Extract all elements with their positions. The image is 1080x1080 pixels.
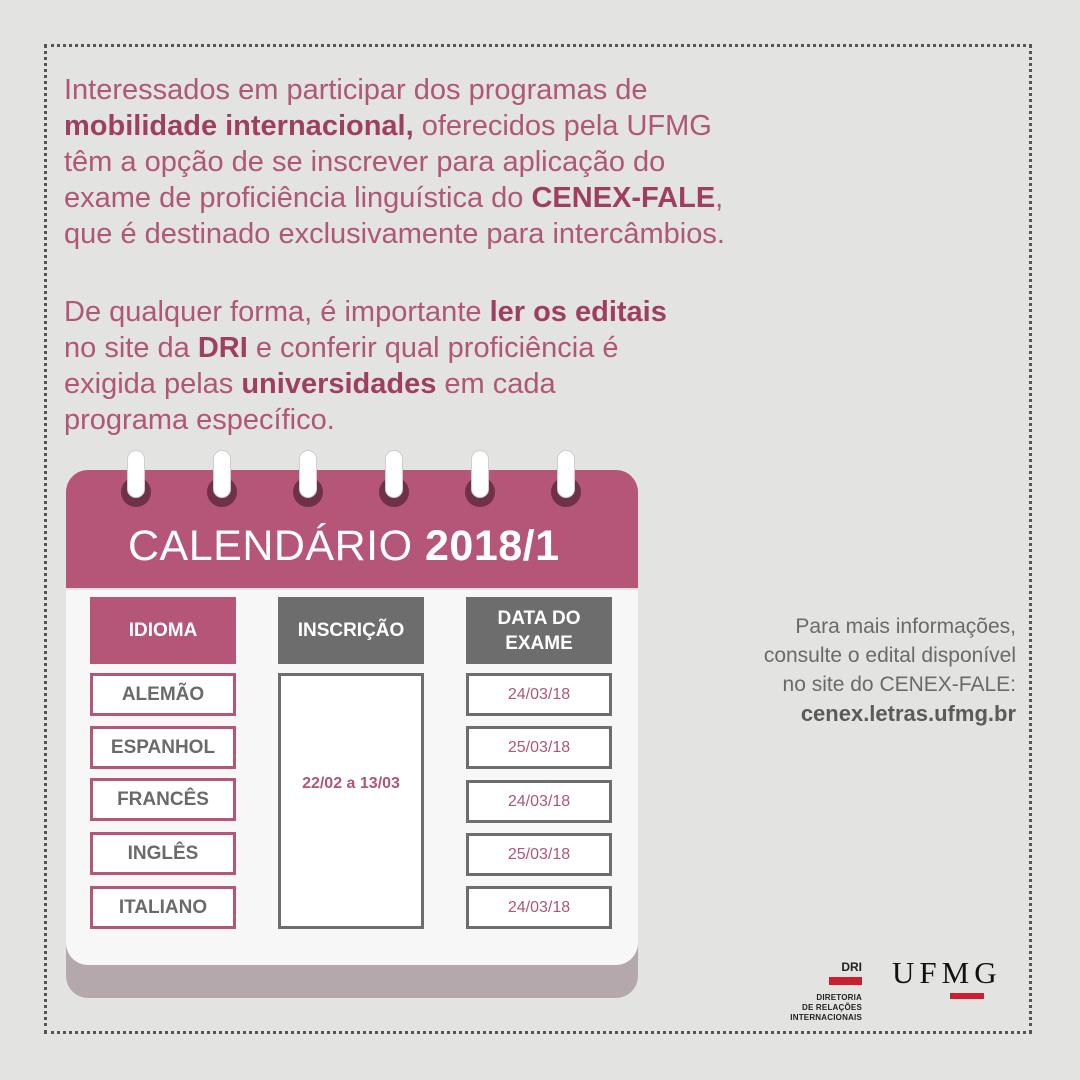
intro-line-4	[64, 180, 725, 216]
binder-ring-icon	[471, 450, 489, 498]
intro-line-2	[64, 108, 725, 144]
notice-line-1-start: De qualquer forma, é importante	[64, 296, 490, 328]
notice-line-2-end: e conferir qual proficiência é	[247, 332, 619, 364]
intro-emphasis-cenex: CENEX-FALE	[531, 182, 716, 214]
intro-paragraph	[64, 72, 725, 252]
calendar-title-year: 2018/1	[425, 522, 560, 570]
notice-line-2	[64, 330, 667, 366]
exam-date-cell: 25/03/18	[466, 726, 612, 769]
notice-line-3	[64, 366, 667, 402]
dri-logo-text	[790, 993, 862, 1023]
calendar-title	[66, 522, 638, 571]
intro-line-3: têm a opção de se inscrever para aplicação do	[64, 146, 666, 178]
notice-line-3-end: em cada	[436, 368, 556, 400]
binder-ring-icon	[385, 450, 403, 498]
language-cell: ALEMÃO	[90, 673, 236, 716]
exam-date-cell: 25/03/18	[466, 833, 612, 876]
column-header-data-exame	[466, 597, 612, 664]
column-header-data-line1: DATA DO	[497, 607, 581, 629]
dri-logo-label: DRI	[841, 960, 862, 974]
notice-paragraph	[64, 294, 667, 438]
language-cell: INGLÊS	[90, 832, 236, 875]
binder-ring-icon	[557, 450, 575, 498]
language-cell: ESPANHOL	[90, 726, 236, 769]
intro-line-4-start: exame de proficiência linguística do	[64, 182, 532, 214]
binder-ring-icon	[127, 450, 145, 498]
dri-logo	[780, 960, 862, 1030]
intro-emphasis-mobility: mobilidade internacional,	[64, 110, 414, 142]
ufmg-logo-bar	[950, 993, 984, 999]
intro-line-4-end: ,	[715, 182, 724, 214]
info-line-3: no site do CENEX-FALE:	[782, 673, 1016, 696]
exam-date-cell: 24/03/18	[466, 673, 612, 716]
exam-date-cell: 24/03/18	[466, 886, 612, 929]
exam-date-cell: 24/03/18	[466, 780, 612, 823]
info-block	[764, 612, 1016, 728]
binder-ring-icon	[213, 450, 231, 498]
dri-logo-bar	[829, 977, 862, 985]
notice-line-1	[64, 294, 667, 330]
info-line-2: consulte o edital disponível	[763, 644, 1016, 667]
ufmg-logo	[892, 955, 1017, 1005]
intro-line-2-rest: oferecidos pela UFMG	[413, 110, 712, 142]
dri-logo-line-3: INTERNACIONAIS	[790, 1013, 862, 1022]
notice-line-2-start: no site da	[64, 332, 198, 364]
info-line-1: Para mais informações,	[795, 615, 1016, 638]
language-cell: ITALIANO	[90, 886, 236, 929]
intro-line-5: que é destinado exclusivamente para intercâmbios.	[64, 218, 725, 250]
intro-line-1: Interessados em participar dos programas de	[64, 74, 648, 106]
column-header-inscricao: INSCRIÇÃO	[278, 597, 424, 664]
notice-emphasis-dri: DRI	[197, 332, 248, 364]
column-header-idioma: IDIOMA	[90, 597, 236, 664]
dri-logo-line-2: DE RELAÇÕES	[802, 1003, 862, 1012]
ufmg-logo-text: UFMG	[892, 955, 1002, 990]
info-url-link[interactable]: cenex.letras.ufmg.br	[800, 701, 1016, 726]
notice-line-3-start: exigida pelas	[64, 368, 242, 400]
registration-period-cell: 22/02 a 13/03	[278, 673, 424, 929]
binder-ring-icon	[299, 450, 317, 498]
notice-emphasis-editais: ler os editais	[489, 296, 667, 328]
notice-line-4: programa específico.	[64, 404, 335, 436]
language-cell: FRANCÊS	[90, 778, 236, 821]
calendar-title-light: CALENDÁRIO	[128, 522, 426, 570]
notice-emphasis-universidades: universidades	[241, 368, 437, 400]
column-header-data-line2: EXAME	[505, 632, 573, 654]
dri-logo-line-1: DIRETORIA	[816, 993, 862, 1002]
